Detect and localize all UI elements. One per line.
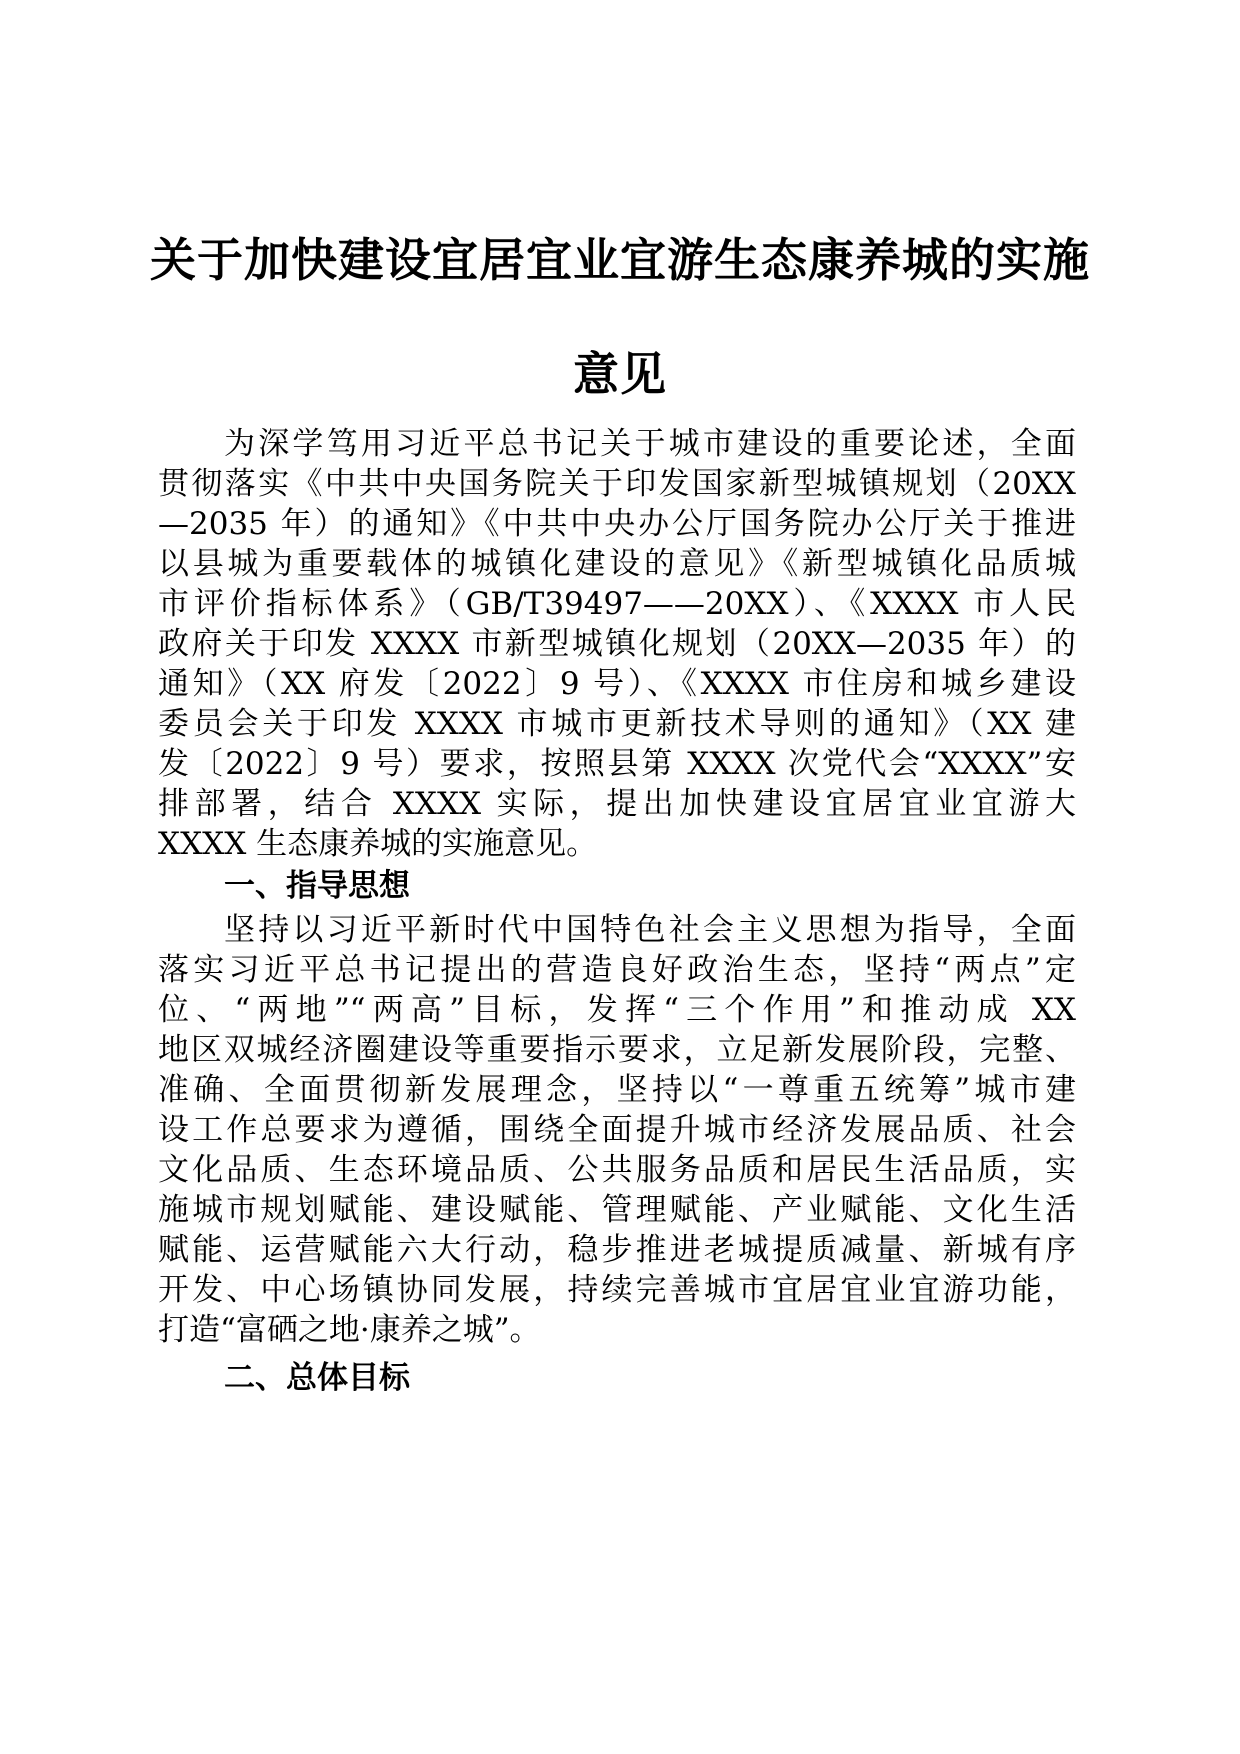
paragraph-line: 施城市规划赋能、建设赋能、管理赋能、产业赋能、文化生活 — [158, 1192, 1076, 1228]
paragraph-line: 准确、全面贯彻新发展理念，坚持以“一尊重五统筹”城市建 — [158, 1072, 1076, 1108]
section-heading-guiding-ideology: 一、指导思想 — [224, 868, 410, 904]
paragraph-line: 赋能、运营赋能六大行动，稳步推进老城提质减量、新城有序 — [158, 1232, 1076, 1268]
paragraph-line: 坚持以习近平新时代中国特色社会主义思想为指导，全面 — [224, 912, 1076, 948]
paragraph-line: 通知》（XX 府发〔2022〕9 号）、《XXXX 市住房和城乡建设 — [158, 666, 1076, 702]
paragraph-line: 市评价指标体系》（GB/T39497——20XX）、《XXXX 市人民 — [158, 586, 1076, 622]
paragraph-line: 文化品质、生态环境品质、公共服务品质和居民生活品质，实 — [158, 1152, 1076, 1188]
section-heading-overall-goals: 二、总体目标 — [224, 1360, 410, 1396]
paragraph-line: 贯彻落实《中共中央国务院关于印发国家新型城镇规划（20XX — [158, 466, 1076, 502]
paragraph-line: 打造“富硒之地·康养之城”。 — [158, 1312, 541, 1348]
paragraph-line: 发〔2022〕9 号）要求，按照县第 XXXX 次党代会“XXXX”安 — [158, 746, 1076, 782]
document-title-line-1: 关于加快建设宜居宜业宜游生态康养城的实施 — [150, 233, 1090, 287]
paragraph-line: 地区双城经济圈建设等重要指示要求，立足新发展阶段，完整、 — [158, 1032, 1076, 1068]
paragraph-line: XXXX 生态康养城的实施意见。 — [158, 826, 598, 862]
paragraph-line: 以县城为重要载体的城镇化建设的意见》《新型城镇化品质城 — [158, 546, 1076, 582]
paragraph-line: 政府关于印发 XXXX 市新型城镇化规划（20XX—2035 年）的 — [158, 626, 1076, 662]
paragraph-line: 位、“两地”“两高”目标，发挥“三个作用”和推动成 XX — [158, 992, 1076, 1028]
paragraph-line: 开发、中心场镇协同发展，持续完善城市宜居宜业宜游功能， — [158, 1272, 1076, 1308]
paragraph-line: 委员会关于印发 XXXX 市城市更新技术导则的通知》（XX 建 — [158, 706, 1076, 742]
paragraph-line: 设工作总要求为遵循，围绕全面提升城市经济发展品质、社会 — [158, 1112, 1076, 1148]
paragraph-line: 为深学笃用习近平总书记关于城市建设的重要论述，全面 — [224, 426, 1076, 462]
paragraph-line: 落实习近平总书记提出的营造良好政治生态，坚持“两点”定 — [158, 952, 1076, 988]
document-title-line-2: 意见 — [573, 347, 667, 401]
paragraph-line: 排部署，结合 XXXX 实际，提出加快建设宜居宜业宜游大 — [158, 786, 1076, 822]
paragraph-line: —2035 年）的通知》《中共中央办公厅国务院办公厅关于推进 — [158, 506, 1076, 542]
